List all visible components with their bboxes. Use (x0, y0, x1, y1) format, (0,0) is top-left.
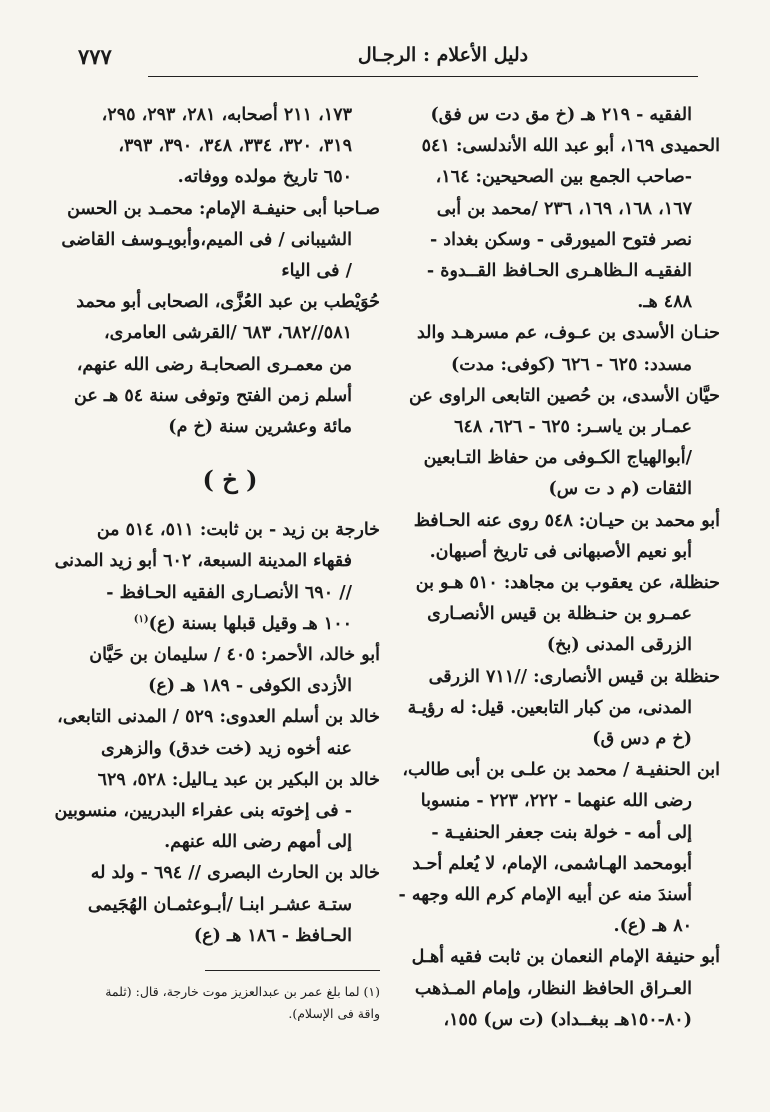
entry-text: ٨٠ هـ (ع). (613, 916, 692, 937)
entry-line (400, 287, 720, 318)
entry-line (400, 755, 720, 786)
entry-line (80, 890, 380, 921)
entry-text: العـراق الحافظ النظار، وإمام المـذهب (414, 978, 692, 999)
entry-line (80, 162, 380, 193)
entry-line (80, 671, 380, 702)
entry-line (400, 630, 720, 661)
entry-text: المدنى، من كبار التابعين. قيل: له رؤيـة (407, 697, 692, 718)
entry-line (76, 350, 380, 381)
entry-text: الفقيـه الـظاهـرى الحـافظ القــدوة - (426, 261, 692, 282)
entry-text: الأزدى الكوفى - ١٨٩ هـ (ع) (148, 676, 352, 697)
header-rule (148, 76, 698, 77)
entry-line (80, 734, 380, 765)
entry-line (400, 474, 720, 505)
entry-text: ابن الحنفيـة / محمد بن علـى بن أبى طالب، (402, 760, 720, 781)
entry-text: ١٦٧، ١٦٨، ١٦٩، ٢٣٦ /محمد بن أبى (436, 198, 692, 219)
entry-text: الحـافظ - ١٨٦ هـ (ع) (193, 925, 352, 946)
page-number: ٧٧٧ (78, 44, 112, 69)
entry-text: // ٦٩٠ الأنصـارى الفقيه الحـافظ - (106, 582, 352, 603)
entry-text: نصر فتوح الميورقى - وسكن بغداد - (429, 229, 692, 250)
entry-text: ٣١٩، ٣٢٠، ٣٣٤، ٣٤٨، ٣٩٠، ٣٩٣، (118, 136, 352, 157)
entry-line (400, 318, 720, 349)
entry-text: أبو محمد بن حيـان: ٥٤٨ روى عنه الحـافظ (413, 510, 720, 531)
entry-text: خارجة بن زيد - بن ثابت: ٥١١، ٥١٤ من (96, 520, 380, 541)
footnote-rule (205, 970, 380, 971)
entry-text: مائة وعشرين سنة (خ م) (168, 417, 352, 438)
left-column-bottom (54, 515, 380, 952)
entry-text: من معمـرى الصحابـة رضى الله عنهم، (76, 354, 352, 375)
entry-line (400, 786, 720, 817)
entry-text: / فى الياء (281, 261, 352, 282)
entry-line (80, 515, 380, 546)
entry-line (400, 568, 720, 599)
entry-line (400, 942, 720, 973)
entry-line (400, 350, 720, 381)
entry-text: ١٠٠ هـ وقيل قبلها بسنة (ع) (148, 613, 352, 634)
entry-line (400, 194, 720, 225)
entry-line (400, 1005, 720, 1036)
entry-line (54, 546, 380, 577)
entry-text: فقهاء المدينة السبعة، ٦٠٢ أبو زيد المدنى (54, 551, 352, 572)
page-header (78, 40, 698, 74)
entry-line (80, 609, 380, 640)
entry-text: الزرقى المدنى (بخ) (546, 635, 692, 656)
entry-text: عمـرو بن حنـظلة بن قيس الأنصـارى (427, 604, 692, 625)
entry-text: إلى أمه - خولة بنت جعفر الحنفيـة - (431, 822, 692, 843)
entry-text: /أبوالهياج الكـوفى من حفاظ التـابعين (423, 448, 692, 469)
entry-text: الثقات (م د ت س) (548, 479, 692, 500)
entry-text: أسلم زمن الفتح وتوفى سنة ٥٤ هـ عن (74, 385, 352, 406)
entry-line (57, 702, 380, 733)
entry-text: أبومحمد الهـاشمى، الإمام، لا يُعلم أحـد (412, 853, 692, 874)
entry-text: أبو حنيفة الإمام النعمان بن ثابت فقيه أهـل (411, 947, 720, 968)
entry-line (400, 537, 720, 568)
entry-line (80, 256, 380, 287)
entry-line (400, 225, 720, 256)
entry-line (80, 858, 380, 889)
entry-line (400, 911, 720, 942)
entry-line (67, 194, 380, 225)
entry-line (76, 287, 380, 318)
entry-text: عنه أخوه زيد (خت خدق) والزهرى (101, 738, 352, 759)
entry-line (80, 765, 380, 796)
entry-text: إلى أمهم رضى الله عنهم. (164, 832, 352, 853)
entry-text: حنظلة، عن يعقوب بن مجاهد: ٥١٠ هـو بن (415, 573, 720, 594)
entry-line (80, 640, 380, 671)
entry-text: الحميدى ١٦٩، أبو عبد الله الأندلسى: ٥٤١ (421, 136, 720, 157)
left-column (54, 100, 380, 1025)
entry-line (400, 724, 720, 755)
entry-text: حنـان الأسدى بن عـوف، عم مسرهـد والد (416, 323, 720, 344)
entry-text: ٤٨٨ هـ. (637, 292, 692, 313)
entry-line (61, 225, 380, 256)
entry-text: حيَّان الأسدى، بن حُصين التابعى الراوى عن (409, 385, 720, 406)
entry-line (400, 162, 720, 193)
entry-line (400, 849, 720, 880)
entry-text: خالد بن البكير بن عبد يـاليل: ٥٢٨، ٦٢٩ (97, 769, 380, 790)
footnote-marker: (١) (133, 614, 149, 626)
entry-text: الفقيه - ٢١٩ هـ (خ مق دت س فق) (430, 105, 692, 125)
entry-text: ٦٥٠ تاريخ مولده ووفاته. (177, 167, 352, 188)
entry-line (400, 599, 720, 630)
entry-text: خالد بن الحارث البصرى // ٦٩٤ - ولد له (90, 863, 380, 884)
section-heading: ( خ ) (202, 465, 258, 495)
entry-line (80, 100, 380, 131)
footnote-line: واقة فى الإسلام). (288, 1006, 380, 1022)
entry-text: مسدد: ٦٢٥ - ٦٢٦ (كوفى: مدت) (451, 354, 692, 375)
entry-line (400, 818, 720, 849)
entry-text: الشيبانى / فى الميم،وأبويـوسف القاضى (61, 229, 352, 250)
entry-text: ستـة عشـر ابنـا /أبـوعثمـان الهُجَيمى (87, 894, 352, 915)
entry-line (400, 880, 720, 911)
entry-line (400, 974, 720, 1005)
left-column-top (61, 100, 380, 443)
entry-line (80, 578, 380, 609)
entry-line (400, 412, 720, 443)
entry-line (400, 443, 720, 474)
entry-line (80, 827, 380, 858)
entry-text: أسندَ منه عن أبيه الإمام كرم الله وجهه - (398, 885, 692, 906)
entry-line (80, 318, 380, 349)
footnote (80, 981, 380, 1025)
footnote-line: (١) لما بلغ عمر بن عبدالعزيز موت خارجة، قال: (ثلمة (105, 984, 380, 1000)
entry-text: خالد بن أسلم العدوى: ٥٢٩ / المدنى التابعى، (57, 707, 380, 728)
entry-line (400, 506, 720, 537)
entry-text: حنظلة بن قيس الأنصارى: //٧١١ الزرقى (428, 666, 720, 687)
entry-text: - فى إخوته بنى عفراء البدريين، منسوبين (54, 801, 352, 822)
entry-text: (خ م دس ق) (592, 729, 692, 750)
entry-line (400, 131, 720, 162)
entry-text: ٥٨١//٦٨٢، ٦٨٣ /القرشى العامرى، (103, 323, 352, 344)
entry-text: أبو خالد، الأحمر: ٤٠٥ / سليمان بن حَيَّان (89, 645, 380, 666)
entry-line (400, 381, 720, 412)
entry-line (80, 131, 380, 162)
entry-line (80, 412, 380, 443)
entry-line (400, 100, 720, 131)
entry-line (80, 921, 380, 952)
entry-text: صـاحبا أبى حنيفـة الإمام: محمـد بن الحسن (67, 198, 380, 219)
running-title: دليل الأعلام : الرجـال (357, 44, 529, 66)
entry-text: أبو نعيم الأصبهانى فى تاريخ أصبهان. (429, 541, 692, 562)
entry-text: رضى الله عنهما - ٢٢٢، ٢٢٣ - منسوبا (420, 791, 692, 812)
entry-line (400, 662, 720, 693)
entry-text: (٨٠-١٥٠هـ ببغــداد) (ت س) ١٥٥، (443, 1009, 692, 1030)
entry-line (400, 256, 720, 287)
entry-line (74, 381, 380, 412)
right-column (400, 100, 720, 1036)
entry-text: -صاحب الجمع بين الصحيحين: ١٦٤، (435, 167, 692, 188)
entry-line (400, 693, 720, 724)
entry-text: حُوَيْطب بن عبد العُزَّى، الصحابى أبو محمد (76, 292, 380, 313)
entry-text: عمـار بن ياسـر: ٦٢٥ - ٦٢٦، ٦٤٨ (454, 417, 692, 438)
entry-line (54, 796, 380, 827)
entry-text: ١٧٣، ٢١١ أصحابه، ٢٨١، ٢٩٣، ٢٩٥، (101, 105, 352, 125)
